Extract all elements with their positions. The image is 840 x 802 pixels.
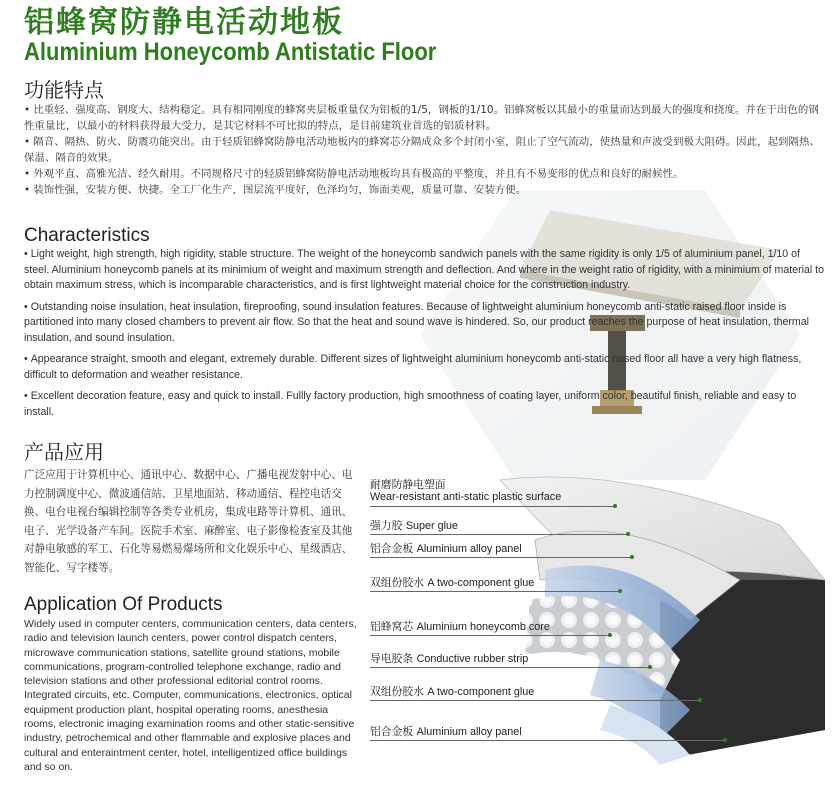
layer-cn: 铝蜂窝芯 (370, 620, 414, 633)
leader-dot (626, 532, 630, 536)
leader-dot (613, 504, 617, 508)
layer-cn: 铝合金板 (370, 542, 414, 555)
layer-label-alloy-panel-bottom (370, 725, 522, 739)
layer-label-conductive-strip (370, 652, 528, 666)
layer-label-glue-top (370, 576, 534, 590)
layer-label-alloy-panel-top (370, 542, 522, 556)
leader-dot (630, 555, 634, 559)
leader-dot (698, 698, 702, 702)
layer-en: Wear-resistant anti-static plastic surface (370, 491, 562, 503)
layer-en: Aluminium alloy panel (416, 726, 522, 738)
list-item: • 外观平直、高雅光洁、经久耐用。不同规格尺寸的轻质铝蜂窝防静电活动地板均具有极高的平整度，并且有不易变形的优点和良好的耐候性。 (24, 166, 824, 182)
layer-cn: 铝合金板 (370, 725, 414, 738)
layer-en: Aluminium alloy panel (416, 543, 522, 555)
layer-cn: 强力胶 (370, 519, 403, 532)
layer-label-glue-bottom (370, 685, 534, 699)
characteristics-heading: Characteristics (24, 225, 150, 246)
layer-en: Aluminium honeycomb core (416, 621, 550, 633)
list-item: • 隔音、隔热、防火、防震功能突出。由于轻质铝蜂窝防静电活动地板内的蜂窝芯分隔成众多个封闭小室，阻止了空气流动，使热量和声波受到极大阻碍。因此，起到隔热、保温、隔音的效果。 (24, 134, 824, 166)
leader-dot (608, 633, 612, 637)
leader-line (370, 591, 620, 592)
layer-cn: 双组份胶水 (370, 576, 424, 589)
leader-line (370, 534, 628, 535)
page-title-cn: 铝蜂窝防静电活动地板 (24, 5, 344, 40)
layer-en: A two-component glue (427, 577, 535, 589)
layer-label-honeycomb-core (370, 620, 550, 634)
leader-line (370, 667, 650, 668)
application-text-en: Widely used in computer centers, communication centers, data centers, radio and television launch centers, power control dispatch centers, microwave communication stations, satellite ground stations, mobile communications, program-controlled telephone exchange, radio and television stations and other professional editorial control rooms. Integrated circuits, etc. Computer, communications, electronics, optical equipment production plant, hospital operating rooms, anesthesia rooms, electronic imaging examination rooms and other static-sensitive industry, petrochemical and other flammable and explosive places and cultural and enteraintment center, hotel, intelligentized office buildings and so on. (24, 618, 357, 773)
leader-dot (723, 738, 727, 742)
list-item: • Light weight, high strength, high rigidity, stable structure. The weight of the honeycomb sandwich panels with the same rigidity is only 1/5 of aluminium panel, 1/10 of steel. Aluminium honeycomb panels at its minimium of weight and maximum strength and deflection. And where in the weight ratio of rigidity, with a minimium of material to obtain maximum stress, which is incomparable characteristics, and is first lightweight material choice for the construction industry. (24, 247, 824, 294)
leader-line (370, 506, 615, 507)
application-heading-cn: 产品应用 (24, 440, 104, 464)
leader-dot (618, 589, 622, 593)
layer-label-surface (370, 478, 561, 504)
page-title-en: Aluminium Honeycomb Antistatic Floor (24, 38, 437, 66)
features-heading-cn: 功能特点 (24, 78, 104, 102)
leader-dot (648, 665, 652, 669)
leader-line (370, 557, 632, 558)
list-item: • 比重轻、强度高、钢度大、结构稳定。具有相同刚度的蜂窝夹层板重量仅为铝板的1/5，钢板的1/10。铝蜂窝板以其最小的重量而达到最大的强度和挠度。并在于出色的钢性重量比，以最小的材料获得最大受力，是其它材料不可比拟的特点，是目前建筑业首选的铝质材料。 (24, 102, 824, 134)
layer-cn: 耐磨防静电塑面 (370, 478, 446, 491)
features-list-cn (24, 102, 824, 198)
leader-line (370, 635, 610, 636)
layer-en: Conductive rubber strip (416, 653, 529, 665)
list-item: • Outstanding noise insulation, heat insulation, fireproofing, sound insulation features. Because of lightweight aluminium honeycomb anti-static raised floor inside is partitioned into many closed chambers to prevent air flow. So that the heat and sound wave is hindered. So, our product reaches the purpose of heat insulation, thermal insulation, and sound insulation. (24, 300, 824, 347)
application-text-cn: 广泛应用于计算机中心、通讯中心、数据中心、广播电视发射中心、电力控制调度中心、微波通信站、卫星地面站、移动通信、程控电话交换、电台电视台编辑控制等各类专业机房，集成电路等计算机、通讯、电子、光学设备产车间。医院手术室、麻醉室、电子影像检查室及其他对静电敏感的军工、石化等易燃易爆场所和文化娱乐中心、星级酒店、智能化、写字楼等。 (24, 469, 353, 574)
layer-label-super-glue (370, 519, 458, 533)
characteristics-list (24, 247, 824, 426)
application-heading-en: Application Of Products (24, 594, 223, 615)
leader-line (370, 740, 725, 741)
layer-en: A two-component glue (427, 686, 535, 698)
list-item: • 装饰性强，安装方便、快捷。全工厂化生产，图层流平度好，色泽均匀，饰面美观，质量可靠、安装方便。 (24, 182, 824, 198)
layer-en: Super glue (405, 520, 459, 532)
list-item: • Appearance straight, smooth and elegant, extremely durable. Different sizes of lightweight aluminium honeycomb anti-static raised floor all have a very high flatness, difficult to deformation and weather resistance. (24, 352, 824, 383)
list-item: • Excellent decoration feature, easy and quick to install. Fullly factory production, high smoothness of coating layer, uniform color, beautiful finish, reliable and easy to install. (24, 389, 824, 420)
layer-cn: 双组份胶水 (370, 685, 424, 698)
layer-cn: 导电胶条 (370, 652, 414, 665)
leader-line (370, 700, 700, 701)
